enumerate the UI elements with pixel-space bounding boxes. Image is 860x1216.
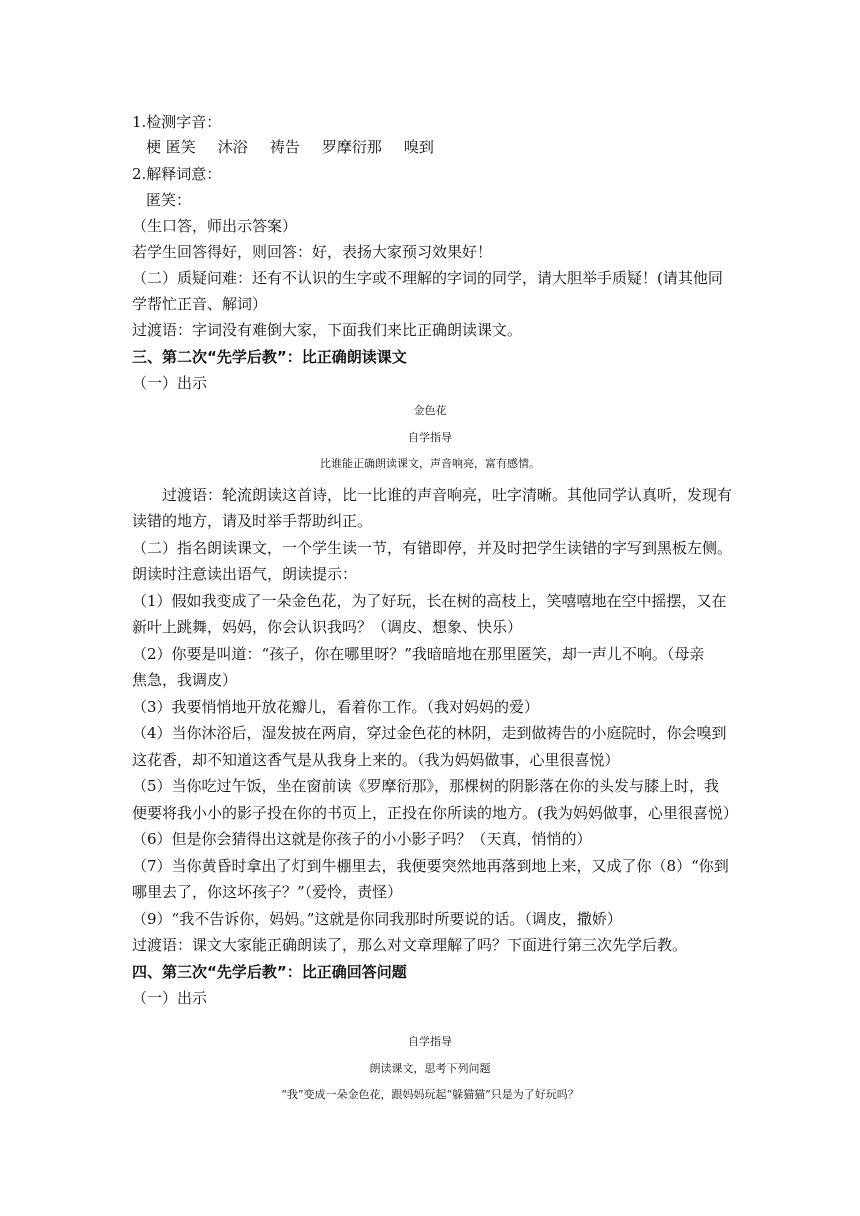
reading-hint: （6）但是你会猜得出这就是你孩子的小小影子吗？（天真，悄悄的） bbox=[132, 830, 592, 848]
paragraph: （一）出示 bbox=[132, 989, 208, 1007]
reading-hint: 焦急，我调皮） bbox=[132, 671, 238, 689]
reading-hint: （5）当你吃过午饭，坐在窗前读《罗摩衍那》，那棵树的阴影落在你的头发与膝上时，我 bbox=[132, 777, 720, 795]
guide-text: 朗读课文，思考下列问题 bbox=[369, 1062, 491, 1075]
reading-hint: （3）我要悄悄地开放花瓣儿，看着你工作。（我对妈妈的爱） bbox=[132, 698, 540, 716]
reading-hint: （2）你要是叫道：“孩子，你在哪里呀？”我暗暗地在那里匿笑，却一声儿不响。（母亲 bbox=[132, 645, 705, 663]
reading-hint: 便要将我小小的影子投在你的书页上，正投在你所读的地方。(我为妈妈做事，心里很喜悦） bbox=[132, 804, 738, 822]
section-heading: 四、第三次“先学后教”：比正确回答问题 bbox=[132, 963, 407, 981]
reading-hint: （7）当你黄昏时拿出了灯到牛棚里去，我便要突然地再落到地上来，又成了你（8）“你到 bbox=[132, 857, 729, 875]
paragraph: （生口答，师出示答案） bbox=[132, 217, 298, 235]
vocab-word: 嗅到 bbox=[403, 138, 434, 156]
item-explain-words: 2.解释词意： bbox=[132, 165, 222, 183]
reading-hint: （1）假如我变成了一朵金色花，为了好玩，长在树的高枝上，笑嘻嘻地在空中摇摆，又在 bbox=[132, 592, 727, 610]
guide-subtitle: 自学指导 bbox=[408, 1035, 452, 1048]
vocab-word: 祷告 bbox=[269, 138, 300, 156]
paragraph: （二）质疑问难：还有不认识的生字或不理解的字词的同学，请大胆举手质疑！(请其他同 bbox=[132, 269, 723, 287]
guide-title: 金色花 bbox=[413, 404, 447, 417]
vocab-word-list bbox=[146, 137, 456, 157]
paragraph: 朗读时注意读出语气，朗读提示： bbox=[132, 565, 358, 583]
paragraph: 学帮忙正音、解词） bbox=[132, 295, 268, 313]
vocab-word: 梗 匿笑 bbox=[146, 138, 196, 156]
vocab-definition: 匿笑： bbox=[146, 191, 192, 209]
transition-text: 过渡语：字词没有难倒大家，下面我们来比正确朗读课文。 bbox=[132, 321, 523, 339]
item-check-pronunciation: 1.检测字音： bbox=[132, 113, 222, 131]
paragraph: （二）指名朗读课文，一个学生读一节，有错即停，并及时把学生读错的字写到黑板左侧。 bbox=[132, 539, 733, 557]
reading-hint: （4）当你沐浴后，湿发披在两肩，穿过金色花的林阴，走到做祷告的小庭院时，你会嗅到 bbox=[132, 724, 727, 742]
paragraph: （一）出示 bbox=[132, 374, 208, 392]
vocab-word: 沐浴 bbox=[217, 138, 248, 156]
guide-question: “我”变成一朵金色花，跟妈妈玩起“躲猫猫”只是为了好玩吗？ bbox=[281, 1088, 579, 1101]
vocab-word: 罗摩衍那 bbox=[321, 138, 382, 156]
paragraph: 过渡语：轮流朗读这首诗，比一比谁的声音响亮，吐字清晰。其他同学认真听，发现有 bbox=[162, 486, 733, 504]
transition-text: 过渡语：课文大家能正确朗读了，那么对文章理解了吗？下面进行第三次先学后教。 bbox=[132, 936, 688, 954]
section-heading: 三、第二次“先学后教”：比正确朗读课文 bbox=[132, 348, 407, 366]
guide-text: 比谁能正确朗读课文，声音响亮，富有感情。 bbox=[320, 457, 540, 470]
paragraph: 若学生回答得好，则回答：好，表扬大家预习效果好！ bbox=[132, 243, 493, 261]
reading-hint: 哪里去了，你这坏孩子？”（爱怜，责怪） bbox=[132, 883, 403, 901]
reading-hint: 新叶上跳舞，妈妈，你会认识我吗？（调皮、想象、快乐） bbox=[132, 618, 523, 636]
guide-subtitle: 自学指导 bbox=[408, 431, 452, 444]
reading-hint: 这花香，却不知道这香气是从我身上来的。（我为妈妈做事，心里很喜悦） bbox=[132, 751, 620, 769]
paragraph: 读错的地方，请及时举手帮助纠正。 bbox=[132, 512, 373, 530]
reading-hint: （9）“我不告诉你，妈妈。”这就是你同我那时所要说的话。（调皮，撒娇） bbox=[132, 910, 622, 928]
